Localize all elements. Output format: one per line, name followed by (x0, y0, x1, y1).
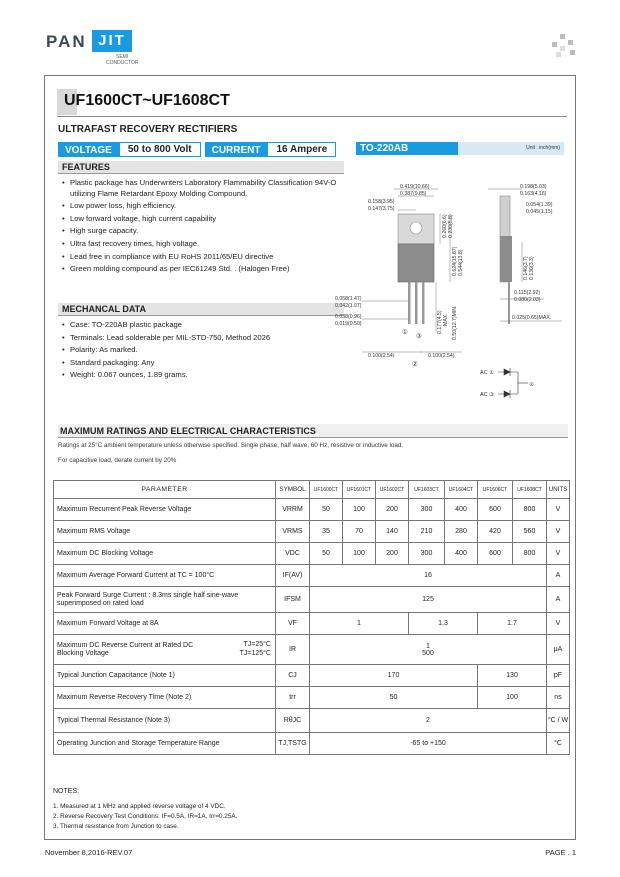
table-row (54, 687, 570, 709)
list-item: • Terminals: Lead solderable per MIL-STD-750, Method 2026 (62, 333, 352, 344)
param-cell (54, 635, 276, 665)
value-cell: 1.7 (478, 613, 547, 635)
voltage-value: 50 to 800 Volt (119, 142, 201, 157)
unit-cell: ns (547, 687, 570, 709)
value-cell: 2 (310, 709, 547, 733)
list-item: • Green molding compound as per IEC61249 Std. . (Halogen Free) (62, 264, 352, 275)
table-row (54, 543, 570, 565)
schematic-label-k: ② (529, 382, 534, 388)
value-cell: 50 (310, 499, 343, 521)
part-title: UF1600CT~UF1608CT (64, 92, 230, 109)
unit-cell: A (547, 587, 570, 613)
title-divider (57, 116, 567, 117)
spec-row (58, 142, 340, 157)
dim-label: 0.260(6.6) (442, 214, 448, 238)
notes-title: NOTES: (53, 788, 80, 795)
param-cell: Maximum Average Forward Current at TC = 100°C (54, 565, 276, 587)
note-item: 2. Reverse Recovery Test Conditions: IF=0.5A, IR=1A, Irr=0.25A. (53, 813, 238, 820)
dim-label: 0.624(15.87) (452, 246, 458, 276)
dim-label: 0.419(10.66) (400, 184, 430, 190)
table-row (54, 499, 570, 521)
value-cell: 420 (478, 521, 513, 543)
dim-label: 0.100(2.54) (368, 353, 395, 359)
list-item: • Low power loss, high efficiency. (62, 201, 352, 212)
package-outline-drawing (332, 162, 572, 418)
value-cell: 100 (343, 499, 376, 521)
value-cell: 140 (376, 521, 409, 543)
value-cell: 50 (310, 687, 478, 709)
value-cell: 50 (310, 543, 343, 565)
value-cell: 560 (513, 521, 547, 543)
value-cell: 1 (310, 613, 409, 635)
dim-label: 0.058(1.47) (335, 296, 362, 302)
list-item: • Plastic package has Underwriters Laboratory Flammability Classification 94V-O utilizing Flame Retardant Epoxy Molding Compound. (62, 178, 352, 199)
pin-label-1: ① (402, 329, 408, 336)
dim-label: 0.177(4.5) (437, 310, 443, 334)
value-cell: 200 (376, 543, 409, 565)
dim-label: 0.045(1.15) (526, 209, 553, 215)
note-item: 1. Measured at 1 MHz and applied reverse voltage of 4 VDC. (53, 803, 226, 810)
col-header: UF1606CT (478, 481, 513, 499)
logo-text-pan: PAN (46, 32, 87, 51)
dim-label: 0.387(9.85) (400, 191, 427, 197)
symbol-cell: CJ (276, 665, 310, 687)
table-header-row (54, 481, 570, 499)
ratings-heading: MAXIMUM RATINGS AND ELECTRICAL CHARACTERISTICS (58, 424, 568, 438)
col-header: UF1603CT (409, 481, 445, 499)
value-cell: 280 (445, 521, 478, 543)
col-header: UF1608CT (513, 481, 547, 499)
dim-label: 0.198(5.03) (520, 184, 547, 190)
condition-text: TJ=125°C (239, 650, 271, 657)
dim-label: 0.163(4.16) (520, 191, 547, 197)
electrical-characteristics-table (53, 480, 570, 755)
pin-label-3: ③ (416, 333, 422, 340)
logo-subtext-semi: SEMI (116, 54, 129, 60)
schematic-label-ac3: AC ③ (480, 392, 495, 398)
value-line: 1 (426, 642, 430, 650)
dim-label: 0.042(1.07) (335, 303, 362, 309)
package-body-front (398, 214, 434, 324)
param-cell: Maximum RMS Voltage (54, 521, 276, 543)
footer-date: November 8,2016-REV.07 (45, 848, 133, 857)
value-cell: 400 (445, 499, 478, 521)
col-header: UF1604CT (445, 481, 478, 499)
list-item: • Ultra fast recovery times, high voltage. (62, 239, 352, 250)
col-header: PARAMETER (54, 481, 276, 499)
table-row (54, 635, 570, 665)
list-item: • Weight: 0.067 ounces, 1.89 grams. (62, 370, 352, 381)
unit-cell: V (547, 521, 570, 543)
symbol-cell: IR (276, 635, 310, 665)
ratings-note-2: For capacitive load, derate current by 20% (58, 457, 177, 464)
mechanical-list (62, 320, 352, 383)
current-value: 16 Ampere (267, 142, 336, 157)
param-text: Maximum DC Reverse Current at Rated DC Blocking Voltage (57, 641, 194, 657)
voltage-tag: VOLTAGE (58, 142, 119, 157)
dim-label: 0.158(3.95) (368, 199, 395, 205)
symbol-cell: RθJC (276, 709, 310, 733)
features-heading: FEATURES (58, 161, 344, 174)
schematic-label-ac1: AC ① (480, 370, 495, 376)
unit-cell: V (547, 613, 570, 635)
unit-cell: μA (547, 635, 570, 665)
dim-label: 0.50(12.7)MIN. (452, 305, 458, 340)
param-cell: Peak Forward Surge Current : 8.3ms single half sine-wave superimposed on rated load (54, 587, 276, 613)
value-cell: 1.3 (409, 613, 478, 635)
dim-label: 0.080(2.03) (514, 297, 541, 303)
dim-label: 0.025(0.65)MAX. (512, 315, 552, 321)
decorative-dots-icon (552, 34, 576, 58)
value-cell: 300 (409, 499, 445, 521)
symbol-cell: TJ,TSTG (276, 733, 310, 755)
dim-label: 0.130(3.3) (529, 256, 535, 280)
param-cell: Typical Junction Capacitance (Note 1) (54, 665, 276, 687)
table-row (54, 587, 570, 613)
note-item: 3. Thermal resistance from Junction to case. (53, 823, 179, 830)
unit-cell: A (547, 565, 570, 587)
symbol-cell: IFSM (276, 587, 310, 613)
dim-label: 0.147(3.75) (368, 206, 395, 212)
col-header: UF1602CT (376, 481, 409, 499)
dim-label: 0.230(5.8) (448, 214, 454, 238)
list-item: • Standard packaging: Any (62, 358, 352, 369)
list-item: • High surge capacity. (62, 226, 352, 237)
list-item: • Lead free in compliance with EU RoHS 2011/65/EU directive (62, 252, 352, 263)
table-row (54, 521, 570, 543)
param-cell: Typical Thermal Resistance (Note 3) (54, 709, 276, 733)
col-header: UF1601CT (343, 481, 376, 499)
notes-list (53, 802, 237, 832)
package-name: TO-220AB (356, 142, 458, 155)
footer-page-number: PAGE . 1 (545, 848, 576, 857)
unit-cell: V (547, 499, 570, 521)
dim-label: 0.019(0.50) (335, 321, 362, 327)
table-row (54, 565, 570, 587)
unit-cell: °C / W (547, 709, 570, 733)
value-cell: 125 (310, 587, 547, 613)
logo-text-jit: JIT (92, 30, 132, 52)
schematic-symbol (498, 368, 528, 398)
dim-label: 0.038(0.96) (335, 314, 362, 320)
product-type: ULTRAFAST RECOVERY RECTIFIERS (58, 124, 238, 135)
value-cell: 35 (310, 521, 343, 543)
table-row (54, 709, 570, 733)
value-cell: 70 (343, 521, 376, 543)
param-cell: Maximum DC Blocking Voltage (54, 543, 276, 565)
param-cell: Maximum Reverse Recovery Time (Note 2) (54, 687, 276, 709)
value-cell: 400 (445, 543, 478, 565)
param-cell: Maximum Forward Voltage at 8A (54, 613, 276, 635)
unit-cell: pF (547, 665, 570, 687)
list-item: • Low forward voltage, high current capability (62, 214, 352, 225)
table-row (54, 613, 570, 635)
dim-label: 0.146(3.7) (523, 256, 529, 280)
value-cell: 100 (343, 543, 376, 565)
logo-subtext-conductor: CONDUCTOR (106, 60, 139, 66)
symbol-cell: trr (276, 687, 310, 709)
value-line: 500 (422, 649, 434, 657)
unit-cell: V (547, 543, 570, 565)
col-header: UNITS (547, 481, 570, 499)
col-header: SYMBOL (276, 481, 310, 499)
dim-label: 0.544(13.8) (458, 249, 464, 276)
col-header: UF1600CT (310, 481, 343, 499)
value-cell: 300 (409, 543, 445, 565)
value-cell (310, 635, 547, 665)
value-cell: 600 (478, 543, 513, 565)
current-tag: CURRENT (205, 142, 268, 157)
condition-text: TJ=25°C (243, 641, 271, 648)
dim-label: 0.100(2.54) (428, 353, 455, 359)
table-row (54, 665, 570, 687)
table-row (54, 733, 570, 755)
param-cell: Maximum Recurrent Peak Reverse Voltage (54, 499, 276, 521)
symbol-cell: VRMS (276, 521, 310, 543)
dim-label: 0.115(2.92) (514, 290, 541, 296)
value-cell: 800 (513, 499, 547, 521)
list-item: • Case: TO-220AB plastic package (62, 320, 352, 331)
value-cell: 16 (310, 565, 547, 587)
package-unit: Unit : inch(mm) (458, 142, 564, 155)
symbol-cell: IF(AV) (276, 565, 310, 587)
value-cell: 100 (478, 687, 547, 709)
pin-label-2: ② (412, 361, 418, 368)
symbol-cell: VF (276, 613, 310, 635)
features-list (62, 178, 352, 277)
mechanical-heading: MECHANCAL DATA (58, 303, 344, 316)
value-cell: 200 (376, 499, 409, 521)
value-cell: -65 to +150 (310, 733, 547, 755)
symbol-cell: VDC (276, 543, 310, 565)
value-cell: 800 (513, 543, 547, 565)
dim-label: MAX. (443, 313, 449, 326)
list-item: • Polarity: As marked. (62, 345, 352, 356)
value-cell: 600 (478, 499, 513, 521)
value-cell: 210 (409, 521, 445, 543)
value-cell: 170 (310, 665, 478, 687)
unit-cell: °C (547, 733, 570, 755)
dim-label: 0.054(1.39) (526, 202, 553, 208)
package-header (356, 142, 564, 155)
value-cell: 130 (478, 665, 547, 687)
ratings-note-1: Ratings at 25°C ambient temperature unless otherwise specified. Single phase, half wave, 60 Hz, resistive or inductive load. (58, 442, 404, 449)
package-body-side (500, 196, 512, 324)
symbol-cell: VRRM (276, 499, 310, 521)
param-cell: Operating Junction and Storage Temperature Range (54, 733, 276, 755)
